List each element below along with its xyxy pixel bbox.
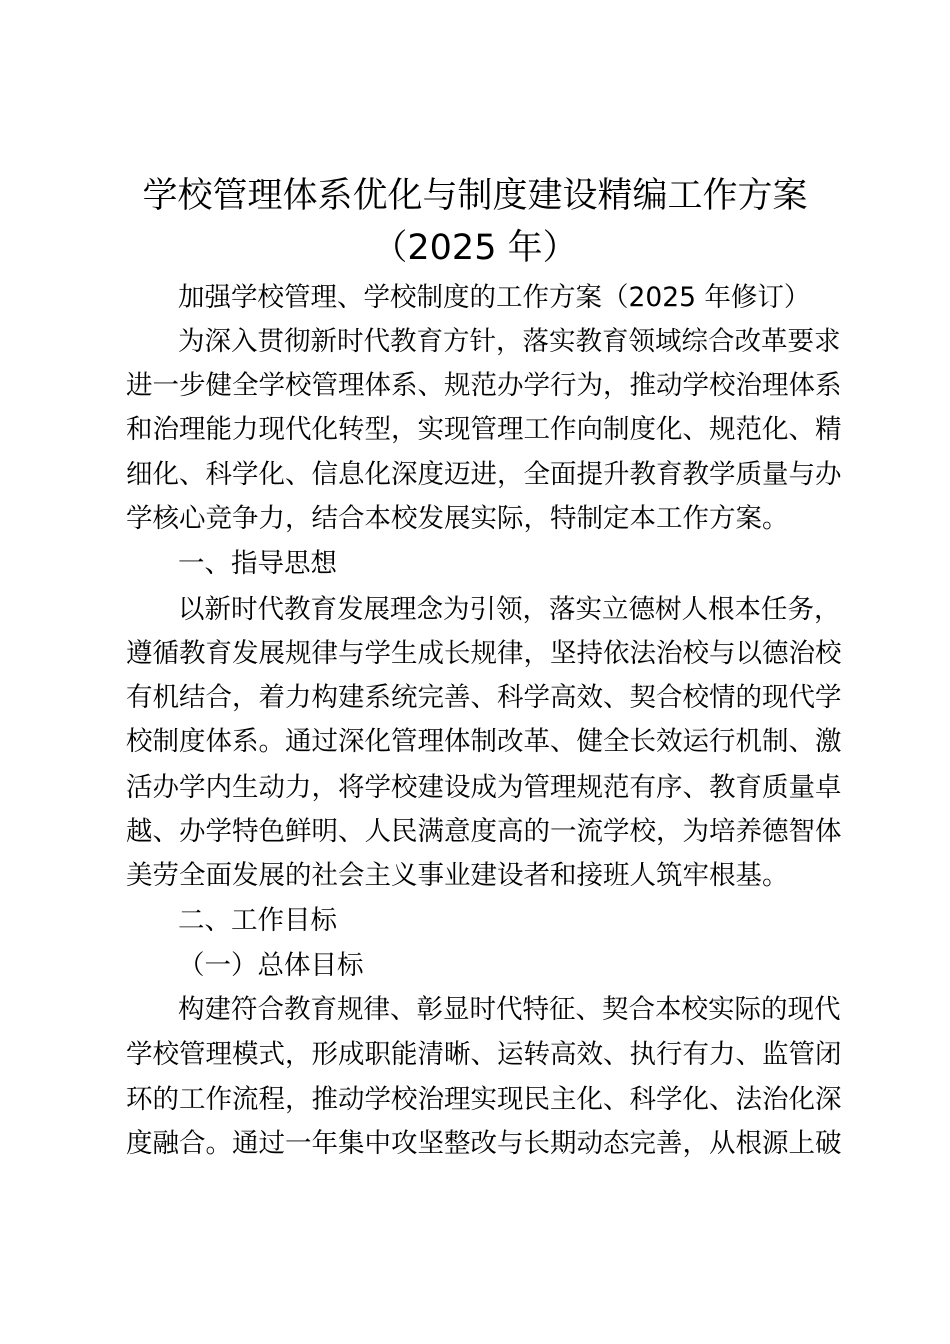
paragraph-line: 环的工作流程，推动学校治理实现民主化、科学化、法治化深 xyxy=(126,1084,842,1115)
paragraph-line: 学核心竞争力，结合本校发展实际，特制定本工作方案。 xyxy=(126,503,789,534)
paragraph-line: 以新时代教育发展理念为引领，落实立德树人根本任务， xyxy=(178,594,841,625)
document-title-year: （2025 年） xyxy=(372,228,578,268)
paragraph-line: 度融合。通过一年集中攻坚整改与长期动态完善，从根源上破 xyxy=(126,1128,842,1159)
paragraph-line: 为深入贯彻新时代教育方针，落实教育领域综合改革要求 xyxy=(178,326,841,357)
section-heading: 一、指导思想 xyxy=(178,548,337,579)
paragraph-line: 有机结合，着力构建系统完善、科学高效、契合校情的现代学 xyxy=(126,682,842,713)
paragraph-line: 校制度体系。通过深化管理体制改革、健全长效运行机制、激 xyxy=(126,726,842,757)
paragraph-line: 活办学内生动力，将学校建设成为管理规范有序、教育质量卓 xyxy=(126,772,842,803)
paragraph-line: 细化、科学化、信息化深度迈进，全面提升教育教学质量与办 xyxy=(126,459,842,490)
paragraph-line: 进一步健全学校管理体系、规范办学行为，推动学校治理体系 xyxy=(126,370,842,401)
paragraph-line: 学校管理模式，形成职能清晰、运转高效、执行有力、监管闭 xyxy=(126,1039,842,1070)
document-title: 学校管理体系优化与制度建设精编工作方案 xyxy=(142,176,808,216)
paragraph-line: 构建符合教育规律、彰显时代特征、契合本校实际的现代 xyxy=(178,994,841,1025)
subtitle-line: 加强学校管理、学校制度的工作方案（2025 年修订） xyxy=(178,282,811,313)
paragraph-line: 遵循教育发展规律与学生成长规律，坚持依法治校与以德治校 xyxy=(126,638,842,669)
subsection-heading: （一）总体目标 xyxy=(178,950,364,981)
paragraph-line: 美劳全面发展的社会主义事业建设者和接班人筑牢根基。 xyxy=(126,860,789,891)
paragraph-line: 越、办学特色鲜明、人民满意度高的一流学校，为培养德智体 xyxy=(126,816,842,847)
paragraph-line: 和治理能力现代化转型，实现管理工作向制度化、规范化、精 xyxy=(126,414,842,445)
section-heading: 二、工作目标 xyxy=(178,905,337,936)
